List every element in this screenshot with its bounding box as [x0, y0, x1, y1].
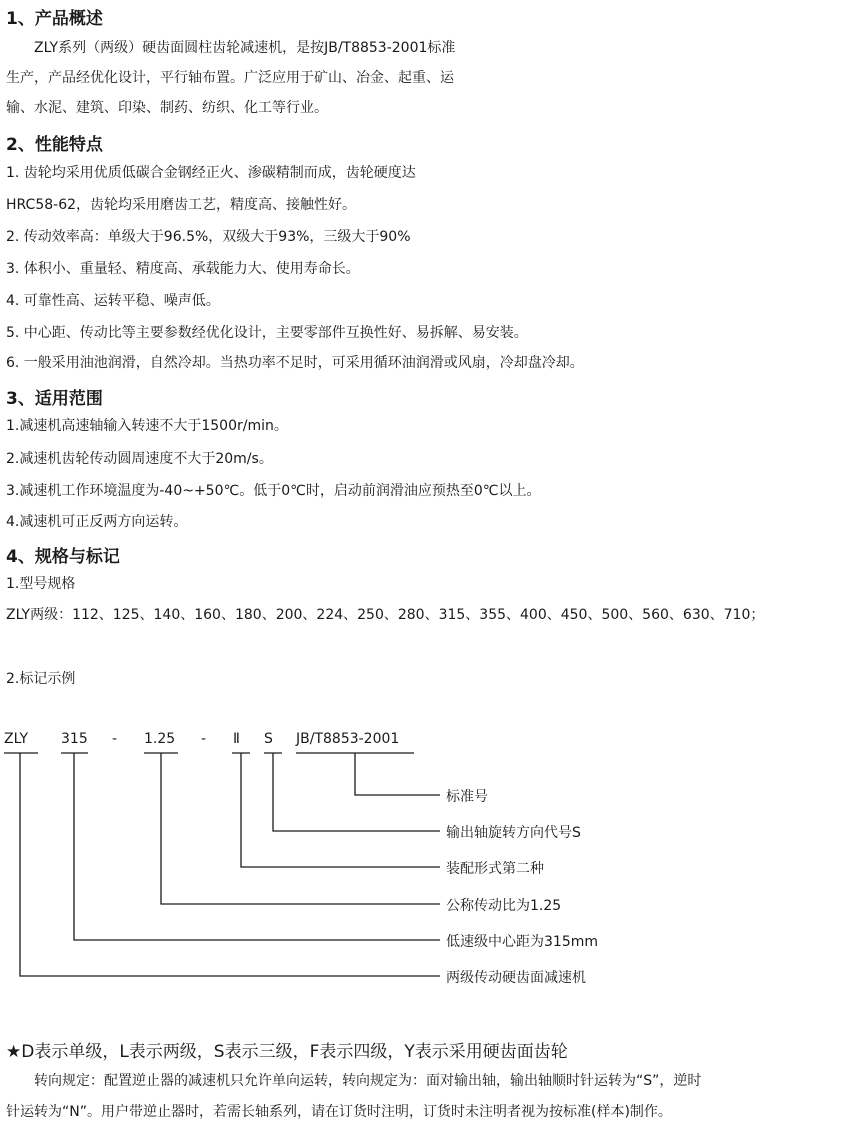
section-3-line-3: 3.减速机工作环境温度为-40~+50℃。低于0℃时，启动前润滑油应预热至0℃以上。: [6, 483, 541, 499]
section-2-line-3: 2. 传动效率高：单级大于96.5%，双级大于93%，三级大于90%: [6, 229, 411, 245]
marking-code-assembly: Ⅱ: [233, 731, 240, 747]
marking-code-standard: JB/T8853-2001: [296, 731, 400, 747]
section-3-line-1: 1.减速机高速轴输入转速不大于1500r/min。: [6, 418, 288, 434]
section-3-heading: 3、适用范围: [6, 389, 103, 409]
note-line-1: 转向规定：配置逆止器的减速机只允许单向运转，转向规定为：面对输出轴，输出轴顺时针运转为“S”，逆时: [34, 1073, 702, 1089]
label-assembly: 装配形式第二种: [446, 861, 544, 877]
marking-dash-2: -: [201, 731, 207, 747]
section-3-line-2: 2.减速机齿轮传动圆周速度不大于20m/s。: [6, 451, 273, 467]
section-4-line-1: 1.型号规格: [6, 576, 76, 592]
leader-standard: [355, 753, 440, 795]
leader-rotation: [273, 753, 440, 831]
marking-code-315: 315: [61, 731, 88, 747]
note-line-2: 针运转为“N”。用户带逆止器时，若需长轴系列，请在订货时注明，订货时未注明者视为按标准(样本)制作。: [6, 1104, 672, 1120]
marking-dash-1: -: [112, 731, 118, 747]
label-ratio: 公称传动比为1.25: [446, 898, 562, 914]
label-reducer-type: 两级传动硬齿面减速机: [446, 970, 586, 986]
section-2-line-6: 5. 中心距、传动比等主要参数经优化设计，主要零部件互换性好、易拆解、易安装。: [6, 325, 528, 341]
marking-code-zly: ZLY: [4, 731, 29, 747]
section-4-heading: 4、规格与标记: [6, 547, 120, 567]
section-2-line-5: 4. 可靠性高、运转平稳、噪声低。: [6, 293, 220, 309]
section-4-spec-list: ZLY两级：112、125、140、160、180、200、224、250、280、315、355、400、450、500、560、630、710；: [6, 607, 765, 623]
section-2-line-2: HRC58-62，齿轮均采用磨齿工艺，精度高、接触性好。: [6, 197, 357, 213]
marking-code-rotation: S: [264, 731, 273, 747]
section-1-heading: 1、产品概述: [6, 9, 103, 29]
leader-assembly: [241, 753, 440, 867]
label-standard: 标准号: [446, 789, 488, 805]
leader-zly: [20, 753, 440, 976]
section-1-line-2: 生产，产品经优化设计，平行轴布置。广泛应用于矿山、冶金、起重、运: [6, 70, 454, 86]
marking-code-ratio: 1.25: [144, 731, 176, 747]
leader-315: [74, 753, 440, 940]
label-rotation: 输出轴旋转方向代号S: [446, 825, 581, 841]
leader-ratio: [161, 753, 440, 904]
section-2-heading: 2、性能特点: [6, 135, 103, 155]
section-2-line-1: 1. 齿轮均采用优质低碳合金钢经正火、渗碳精制而成，齿轮硬度达: [6, 165, 416, 181]
section-1-line-1: ZLY系列（两级）硬齿面圆柱齿轮减速机，是按JB/T8853-2001标准: [34, 40, 456, 56]
section-1-line-3: 输、水泥、建筑、印染、制药、纺织、化工等行业。: [6, 100, 328, 116]
label-center-distance: 低速级中心距为315mm: [446, 934, 598, 950]
section-2-line-4: 3. 体积小、重量轻、精度高、承载能力大、使用寿命长。: [6, 261, 360, 277]
section-3-line-4: 4.减速机可正反两方向运转。: [6, 514, 188, 530]
section-2-line-7: 6. 一般采用油池润滑，自然冷却。当热功率不足时，可采用循环油润滑或风扇，冷却盘冷却。: [6, 355, 584, 371]
section-4-line-3: 2.标记示例: [6, 671, 76, 687]
note-star-line: ★D表示单级，L表示两级，S表示三级，F表示四级，Y表示采用硬齿面齿轮: [6, 1042, 568, 1062]
